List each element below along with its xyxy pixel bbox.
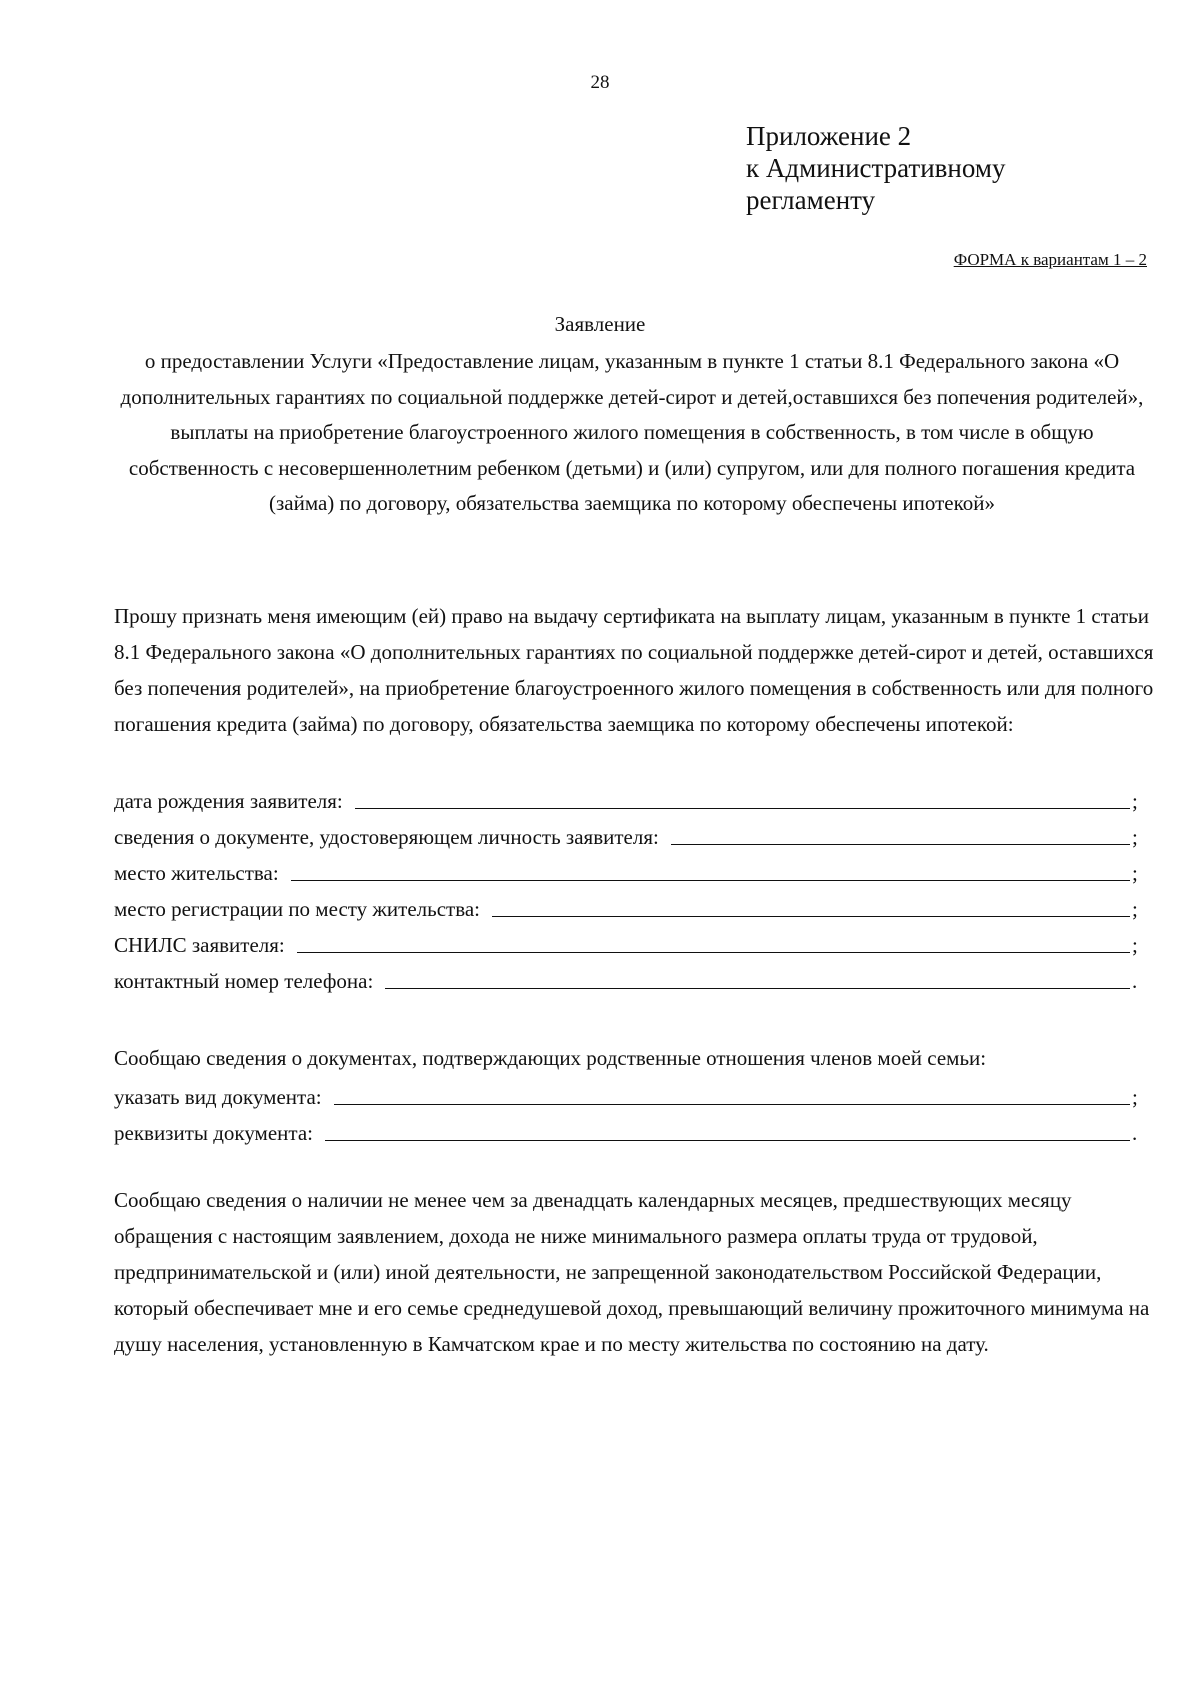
field-terminator: ; (1132, 789, 1138, 813)
identity-document-input[interactable] (671, 820, 1130, 845)
field-label: место регистрации по месту жительства: (114, 897, 481, 921)
field-identity-document (114, 814, 1142, 850)
field-birth-date (114, 778, 1142, 814)
document-type-input[interactable] (334, 1080, 1130, 1105)
field-registration (114, 886, 1142, 922)
request-paragraph: Прошу признать меня имеющим (ей) право на выдачу сертификата на выплату лицам, указанным в пункте 1 статьи 8.1 Федерального закона «О дополнительных гарантиях по социальной поддержке детей-сирот и детей, оставшихся без попечения родителей», на приобретение благоустроенного жилого помещения в собственность или для полного погашения кредита (займа) по договору, обязательства заемщика по которому обеспечены ипотекой: (114, 604, 1154, 736)
field-terminator: ; (1132, 933, 1138, 957)
appendix-line-2: к Административному (746, 153, 1006, 183)
field-phone (114, 958, 1142, 994)
document-fields (114, 1074, 1142, 1146)
field-label: сведения о документе, удостоверяющем личность заявителя: (114, 825, 659, 849)
phone-input[interactable] (385, 964, 1130, 989)
field-terminator: . (1132, 1121, 1138, 1145)
field-label: реквизиты документа: (114, 1121, 313, 1145)
snils-input[interactable] (297, 928, 1130, 953)
field-terminator: ; (1132, 861, 1138, 885)
field-label: место жительства: (114, 861, 279, 885)
field-snils (114, 922, 1142, 958)
registration-input[interactable] (492, 892, 1130, 917)
field-terminator: . (1132, 969, 1138, 993)
document-title: Заявление (554, 312, 646, 336)
field-residence (114, 850, 1142, 886)
document-subtitle: о предоставлении Услуги «Предоставление лицам, указанным в пункте 1 статьи 8.1 Федерального закона «О дополнительных гарантиях по социальной поддержке детей-сирот и детей,оставшихся без попечения родителей», выплаты на приобретение благоустроенного жилого помещения в собственность, в том числе в общую собственность с несовершеннолетним ребенком (детьми) и (или) супругом, или для полного погашения кредита (займа) по договору, обязательства заемщика по которому обеспечены ипотекой» (120, 349, 1144, 515)
field-label: контактный номер телефона: (114, 969, 374, 993)
applicant-fields (114, 778, 1142, 994)
field-terminator: ; (1132, 825, 1138, 849)
appendix-line-1: Приложение 2 (746, 121, 912, 151)
page-number: 28 (590, 72, 610, 93)
field-document-details (114, 1110, 1142, 1146)
field-label: СНИЛС заявителя: (114, 933, 285, 957)
appendix-note (746, 120, 1005, 216)
income-paragraph: Сообщаю сведения о наличии не менее чем за двенадцать календарных месяцев, предшествующих месяцу обращения с настоящим заявлением, дохода не ниже минимального размера оплаты труда от трудовой, предпринимательской и (или) иной деятельности, не запрещенной законодательством Российской Федерации, который обеспечивает мне и его семье среднедушевой доход, превышающий величину прожиточного минимума на душу населения, установленную в Камчатском крае и по месту жительства по состоянию на дату. (114, 1188, 1150, 1356)
field-label: дата рождения заявителя: (114, 789, 343, 813)
field-terminator: ; (1132, 897, 1138, 921)
field-terminator: ; (1132, 1085, 1138, 1109)
appendix-line-3: регламенту (746, 185, 876, 215)
form-variant-label: ФОРМА к вариантам 1 – 2 (953, 250, 1147, 269)
field-label: указать вид документа: (114, 1085, 322, 1109)
residence-input[interactable] (291, 856, 1130, 881)
document-details-input[interactable] (325, 1116, 1130, 1141)
family-documents-intro: Сообщаю сведения о документах, подтверждающих родственные отношения членов моей семьи: (114, 1046, 987, 1070)
field-document-type (114, 1074, 1142, 1110)
birth-date-input[interactable] (355, 784, 1130, 809)
